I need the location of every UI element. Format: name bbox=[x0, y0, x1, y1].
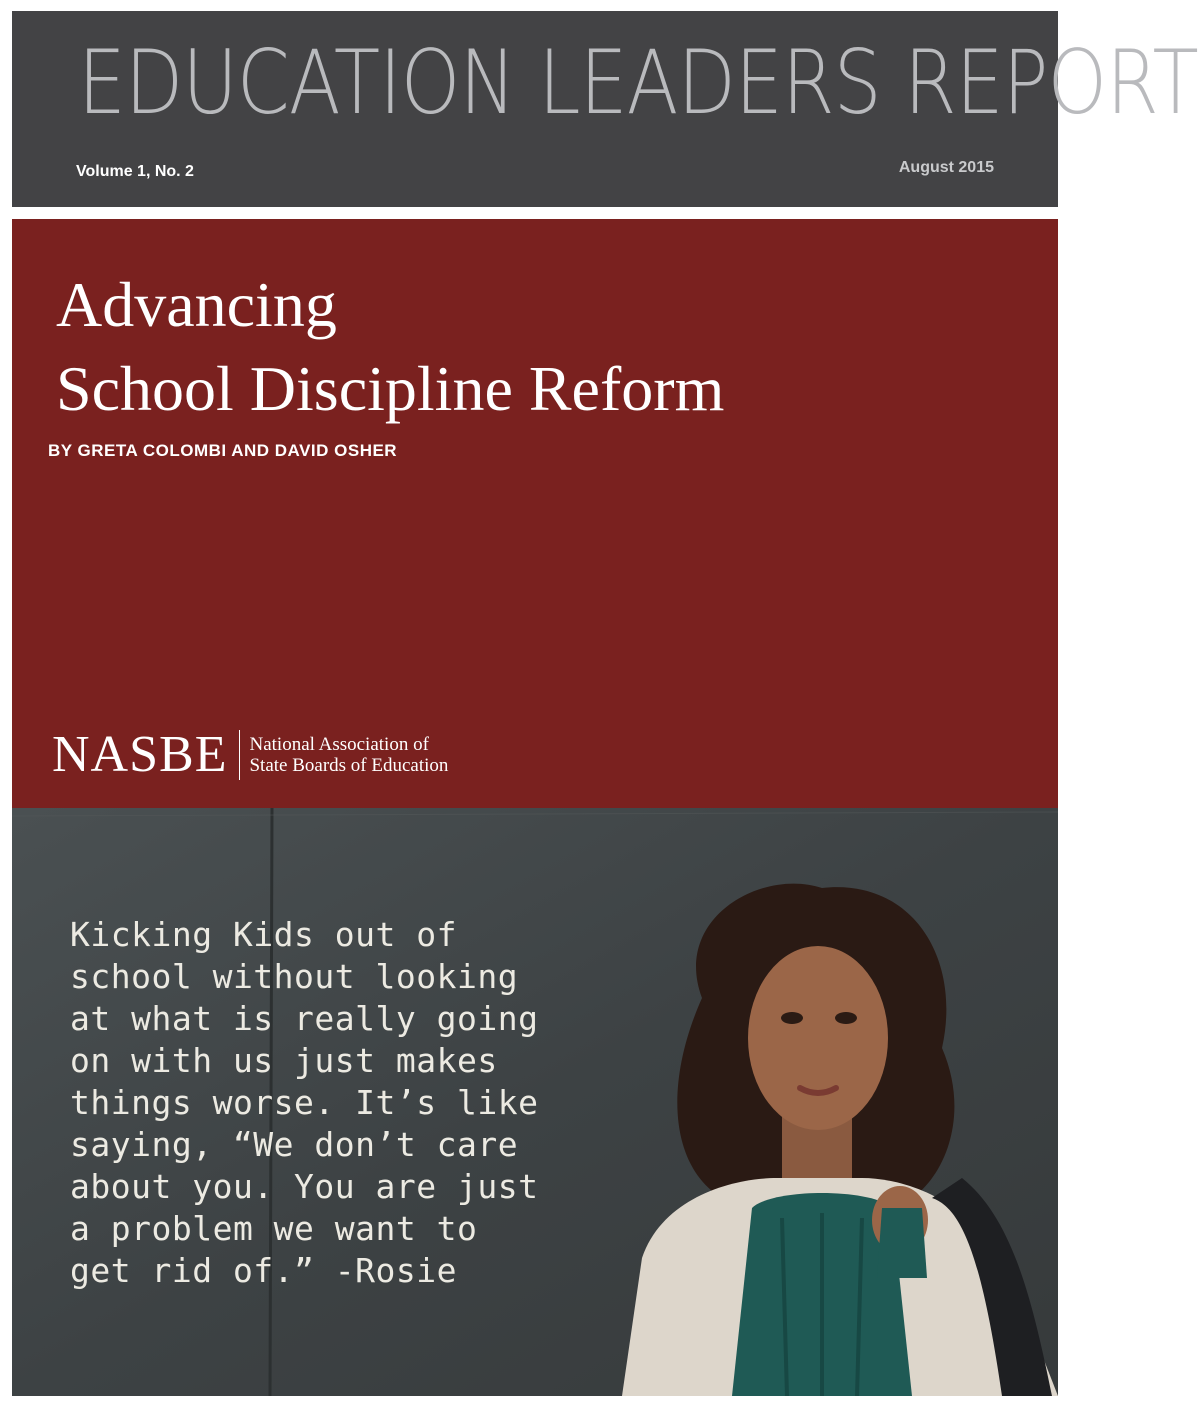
quote-line: saying, “We don’t care bbox=[70, 1125, 519, 1164]
quote-line: at what is really going bbox=[70, 999, 539, 1038]
cover-photo bbox=[12, 808, 1058, 1396]
logo-divider bbox=[239, 730, 240, 780]
issue-date: August 2015 bbox=[898, 159, 994, 176]
chalk-quote bbox=[70, 914, 590, 1292]
nasbe-logo bbox=[52, 727, 448, 783]
logo-name-line: National Association of bbox=[249, 734, 429, 755]
report-title-line: Advancing bbox=[56, 269, 337, 340]
volume-number: Volume 1, No. 2 bbox=[76, 163, 194, 180]
logo-organization-name bbox=[249, 734, 448, 776]
quote-line: school without looking bbox=[70, 957, 519, 996]
report-title-line: School Discipline Reform bbox=[56, 353, 725, 424]
quote-line: Kicking Kids out of bbox=[70, 915, 457, 954]
masthead bbox=[12, 11, 1198, 207]
publication-title: EDUCATION LEADERS REPORT bbox=[78, 31, 1198, 134]
quote-line: about you. You are just bbox=[70, 1167, 539, 1206]
logo-wordmark: NASBE bbox=[52, 726, 228, 783]
report-title bbox=[56, 263, 724, 431]
logo-name-line: State Boards of Education bbox=[249, 755, 449, 776]
byline: BY GRETA COLOMBI AND DAVID OSHER bbox=[48, 441, 398, 460]
quote-line: things worse. It’s like bbox=[70, 1083, 539, 1122]
quote-line: a problem we want to bbox=[70, 1209, 478, 1248]
quote-line: get rid of.” -Rosie bbox=[70, 1251, 457, 1290]
quote-line: on with us just makes bbox=[70, 1041, 498, 1080]
title-panel bbox=[12, 219, 1058, 808]
student-figure bbox=[582, 878, 1058, 1396]
